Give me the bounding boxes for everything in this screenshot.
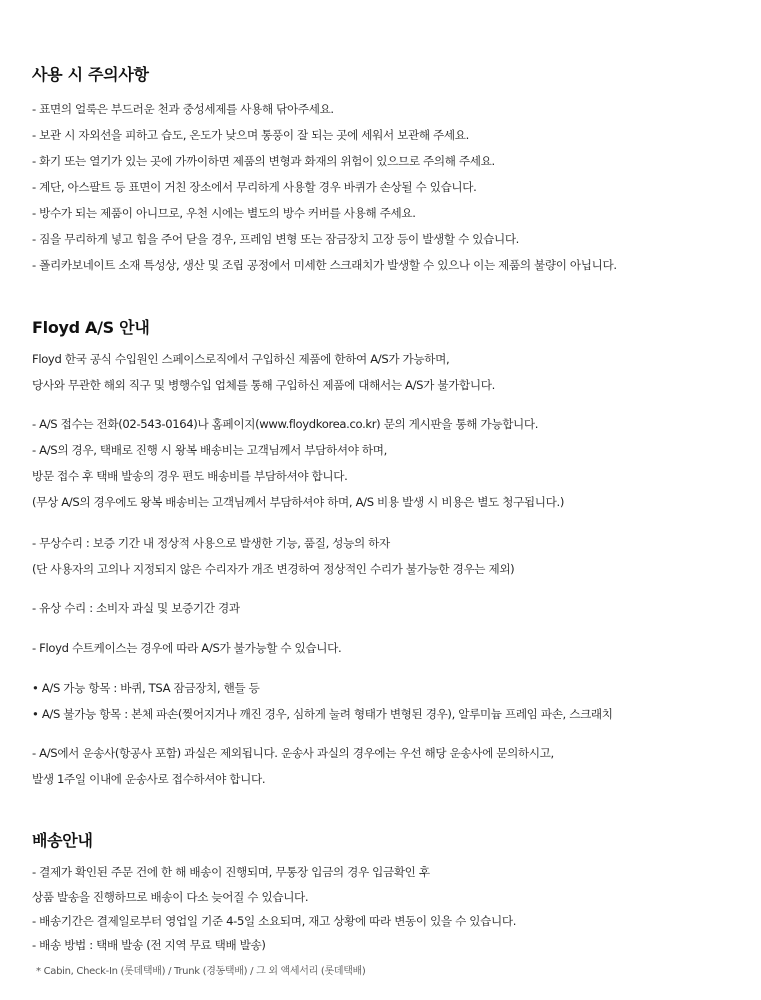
as-intro-line: Floyd 한국 공식 수입원인 스페이스로직에서 구입하신 제품에 한하여 A/S가 가능하며,	[32, 352, 450, 366]
as-available-items-line: • A/S 가능 항목 : 바퀴, TSA 잠금장치, 핸들 등	[32, 681, 260, 695]
as-carrier-line: 발생 1주일 이내에 운송사로 접수하셔야 합니다.	[32, 772, 266, 786]
as-shipping-cost-line: - A/S의 경우, 택배로 진행 시 왕복 배송비는 고객님께서 부담하셔야 하며,	[32, 443, 387, 457]
caution-heading: 사용 시 주의사항	[32, 65, 149, 84]
shipping-heading: 배송안내	[32, 831, 93, 850]
as-shipping-cost-line: 방문 접수 후 택배 발송의 경우 편도 배송비를 부담하셔야 합니다.	[32, 469, 348, 483]
as-paid-repair-line: - 유상 수리 : 소비자 과실 및 보증기간 경과	[32, 601, 240, 615]
caution-item: - 방수가 되는 제품이 아니므로, 우천 시에는 별도의 방수 커버를 사용해 주세요.	[32, 206, 416, 220]
caution-item: - 계단, 아스팔트 등 표면이 거친 장소에서 무리하게 사용할 경우 바퀴가 손상될 수 있습니다.	[32, 180, 477, 194]
as-heading: Floyd A/S 안내	[32, 318, 150, 337]
as-free-repair-line: (단 사용자의 고의나 지정되지 않은 수리자가 개조 변경하여 정상적인 수리가 불가능한 경우는 제외)	[32, 562, 515, 576]
as-shipping-cost-line: (무상 A/S의 경우에도 왕복 배송비는 고객님께서 부담하셔야 하며, A/S 비용 발생 시 비용은 별도 청구됩니다.)	[32, 495, 564, 509]
shipping-line: 상품 발송을 진행하므로 배송이 다소 늦어질 수 있습니다.	[32, 890, 309, 904]
caution-item: - 보관 시 자외선을 피하고 습도, 온도가 낮으며 통풍이 잘 되는 곳에 세워서 보관해 주세요.	[32, 128, 469, 142]
shipping-line: - 결제가 확인된 주문 건에 한 해 배송이 진행되며, 무통장 입금의 경우 입금확인 후	[32, 865, 430, 879]
caution-item: - 표면의 얼룩은 부드러운 천과 중성세제를 사용해 닦아주세요.	[32, 102, 334, 116]
as-contact-line: - A/S 접수는 전화(02-543-0164)나 홈페이지(www.floydkorea.co.kr) 문의 게시판을 통해 가능합니다.	[32, 417, 539, 431]
as-unavailable-items-line: • A/S 불가능 항목 : 본체 파손(찢어지거나 깨진 경우, 심하게 눌려 형태가 변형된 경우), 알루미늄 프레임 파손, 스크래치	[32, 707, 613, 721]
as-availability-line: - Floyd 수트케이스는 경우에 따라 A/S가 불가능할 수 있습니다.	[32, 641, 342, 655]
as-free-repair-line: - 무상수리 : 보증 기간 내 정상적 사용으로 발생한 기능, 품질, 성능의 하자	[32, 536, 390, 550]
shipping-carrier-note: * Cabin, Check-In (롯데택배) / Trunk (경동택배) / 그 외 액세서리 (롯데택배)	[36, 966, 366, 977]
caution-item: - 폴리카보네이트 소재 특성상, 생산 및 조립 공정에서 미세한 스크래치가 발생할 수 있으나 이는 제품의 불량이 아닙니다.	[32, 258, 617, 272]
caution-item: - 짐을 무리하게 넣고 힘을 주어 닫을 경우, 프레임 변형 또는 잠금장치 고장 등이 발생할 수 있습니다.	[32, 232, 520, 246]
caution-item: - 화기 또는 열기가 있는 곳에 가까이하면 제품의 변형과 화재의 위험이 있으므로 주의해 주세요.	[32, 154, 495, 168]
shipping-line: - 배송기간은 결제일로부터 영업일 기준 4-5일 소요되며, 재고 상황에 따라 변동이 있을 수 있습니다.	[32, 914, 517, 928]
shipping-line: - 배송 방법 : 택배 발송 (전 지역 무료 택배 발송)	[32, 938, 266, 952]
as-intro-line: 당사와 무관한 해외 직구 및 병행수입 업체를 통해 구입하신 제품에 대해서는 A/S가 불가합니다.	[32, 378, 495, 392]
as-carrier-line: - A/S에서 운송사(항공사 포함) 과실은 제외됩니다. 운송사 과실의 경우에는 우선 해당 운송사에 문의하시고,	[32, 746, 554, 760]
